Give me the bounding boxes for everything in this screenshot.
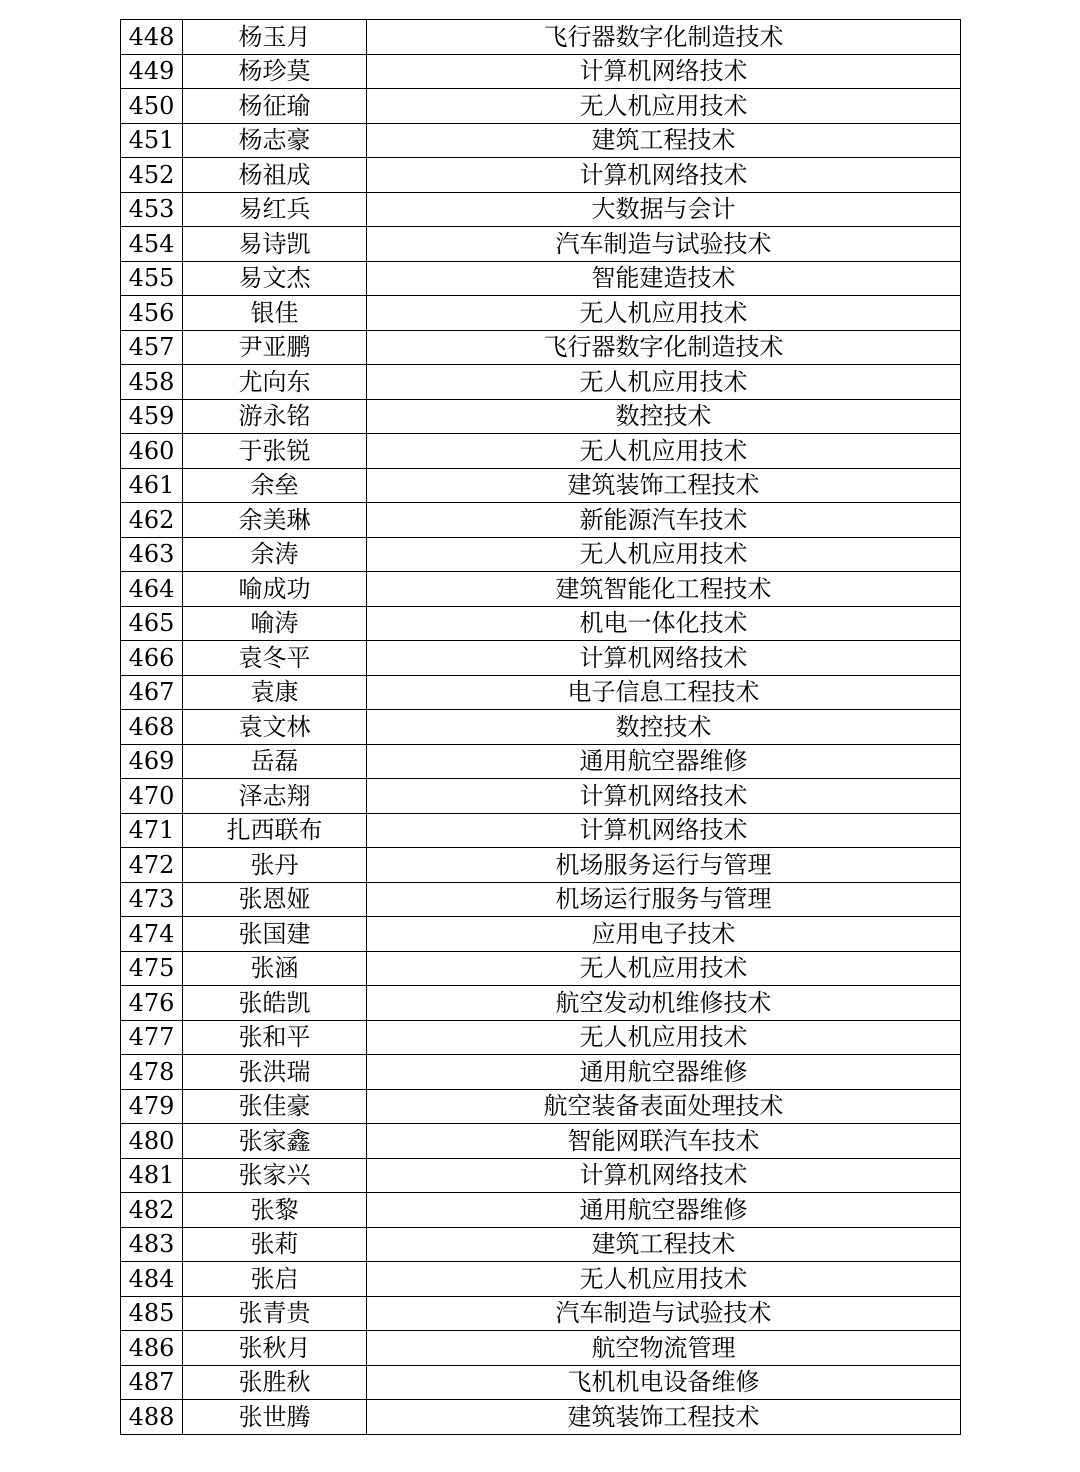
student-name: 张皓凯 — [183, 986, 367, 1021]
student-name: 尹亚鹏 — [183, 330, 367, 365]
row-number: 471 — [121, 813, 183, 848]
table-row — [121, 1193, 961, 1228]
major-name: 无人机应用技术 — [367, 537, 961, 572]
table-row — [121, 20, 961, 55]
row-number: 485 — [121, 1296, 183, 1331]
student-name: 余垒 — [183, 468, 367, 503]
row-number: 458 — [121, 365, 183, 400]
row-number: 486 — [121, 1331, 183, 1366]
row-number: 460 — [121, 434, 183, 469]
student-name: 杨玉月 — [183, 20, 367, 55]
table-row — [121, 296, 961, 331]
table-row — [121, 1158, 961, 1193]
row-number: 477 — [121, 1020, 183, 1055]
row-number: 476 — [121, 986, 183, 1021]
table-row — [121, 192, 961, 227]
major-name: 机场运行服务与管理 — [367, 882, 961, 917]
major-name: 数控技术 — [367, 399, 961, 434]
table-row — [121, 1227, 961, 1262]
row-number: 470 — [121, 779, 183, 814]
table-row — [121, 744, 961, 779]
student-name: 张家鑫 — [183, 1124, 367, 1159]
table-row — [121, 330, 961, 365]
table-row — [121, 537, 961, 572]
student-name: 岳磊 — [183, 744, 367, 779]
student-name: 喻涛 — [183, 606, 367, 641]
major-name: 电子信息工程技术 — [367, 675, 961, 710]
row-number: 480 — [121, 1124, 183, 1159]
major-name: 汽车制造与试验技术 — [367, 1296, 961, 1331]
student-name: 张涵 — [183, 951, 367, 986]
roster-body — [121, 20, 961, 1435]
major-name: 建筑工程技术 — [367, 123, 961, 158]
row-number: 454 — [121, 227, 183, 262]
row-number: 468 — [121, 710, 183, 745]
student-name: 杨珍莫 — [183, 54, 367, 89]
row-number: 450 — [121, 89, 183, 124]
table-row — [121, 365, 961, 400]
table-row — [121, 1124, 961, 1159]
major-name: 建筑智能化工程技术 — [367, 572, 961, 607]
major-name: 航空装备表面处理技术 — [367, 1089, 961, 1124]
student-name: 张启 — [183, 1262, 367, 1297]
table-row — [121, 261, 961, 296]
major-name: 无人机应用技术 — [367, 1262, 961, 1297]
student-name: 张洪瑞 — [183, 1055, 367, 1090]
student-name: 余美琳 — [183, 503, 367, 538]
table-row — [121, 54, 961, 89]
table-row — [121, 399, 961, 434]
major-name: 应用电子技术 — [367, 917, 961, 952]
table-row — [121, 1089, 961, 1124]
major-name: 汽车制造与试验技术 — [367, 227, 961, 262]
major-name: 智能建造技术 — [367, 261, 961, 296]
table-row — [121, 158, 961, 193]
table-row — [121, 1331, 961, 1366]
student-name: 袁文林 — [183, 710, 367, 745]
row-number: 474 — [121, 917, 183, 952]
student-name: 于张锐 — [183, 434, 367, 469]
major-name: 大数据与会计 — [367, 192, 961, 227]
student-name: 杨征瑜 — [183, 89, 367, 124]
student-name: 杨志豪 — [183, 123, 367, 158]
row-number: 459 — [121, 399, 183, 434]
table-row — [121, 123, 961, 158]
row-number: 465 — [121, 606, 183, 641]
table-row — [121, 227, 961, 262]
roster-table — [120, 19, 961, 1435]
student-name: 游永铭 — [183, 399, 367, 434]
student-name: 易诗凯 — [183, 227, 367, 262]
row-number: 488 — [121, 1400, 183, 1435]
major-name: 无人机应用技术 — [367, 89, 961, 124]
row-number: 484 — [121, 1262, 183, 1297]
student-name: 喻成功 — [183, 572, 367, 607]
student-name: 张胜秋 — [183, 1365, 367, 1400]
table-row — [121, 468, 961, 503]
major-name: 建筑装饰工程技术 — [367, 1400, 961, 1435]
table-row — [121, 606, 961, 641]
student-name: 张佳豪 — [183, 1089, 367, 1124]
major-name: 飞行器数字化制造技术 — [367, 330, 961, 365]
row-number: 452 — [121, 158, 183, 193]
row-number: 463 — [121, 537, 183, 572]
table-row — [121, 641, 961, 676]
table-row — [121, 572, 961, 607]
row-number: 455 — [121, 261, 183, 296]
table-row — [121, 882, 961, 917]
major-name: 飞机机电设备维修 — [367, 1365, 961, 1400]
table-row — [121, 710, 961, 745]
row-number: 481 — [121, 1158, 183, 1193]
table-row — [121, 1296, 961, 1331]
major-name: 计算机网络技术 — [367, 54, 961, 89]
row-number: 449 — [121, 54, 183, 89]
row-number: 461 — [121, 468, 183, 503]
major-name: 智能网联汽车技术 — [367, 1124, 961, 1159]
row-number: 482 — [121, 1193, 183, 1228]
table-row — [121, 434, 961, 469]
row-number: 466 — [121, 641, 183, 676]
student-name: 扎西联布 — [183, 813, 367, 848]
major-name: 机电一体化技术 — [367, 606, 961, 641]
row-number: 475 — [121, 951, 183, 986]
major-name: 数控技术 — [367, 710, 961, 745]
student-name: 袁康 — [183, 675, 367, 710]
major-name: 通用航空器维修 — [367, 1193, 961, 1228]
row-number: 469 — [121, 744, 183, 779]
major-name: 无人机应用技术 — [367, 434, 961, 469]
student-name: 张世腾 — [183, 1400, 367, 1435]
table-row — [121, 848, 961, 883]
table-row — [121, 779, 961, 814]
student-name: 张黎 — [183, 1193, 367, 1228]
major-name: 航空发动机维修技术 — [367, 986, 961, 1021]
row-number: 478 — [121, 1055, 183, 1090]
table-row — [121, 951, 961, 986]
table-row — [121, 675, 961, 710]
row-number: 456 — [121, 296, 183, 331]
student-name: 杨祖成 — [183, 158, 367, 193]
row-number: 472 — [121, 848, 183, 883]
table-row — [121, 1055, 961, 1090]
student-name: 易红兵 — [183, 192, 367, 227]
table-row — [121, 89, 961, 124]
student-name: 袁冬平 — [183, 641, 367, 676]
row-number: 451 — [121, 123, 183, 158]
student-name: 张丹 — [183, 848, 367, 883]
student-name: 泽志翔 — [183, 779, 367, 814]
major-name: 无人机应用技术 — [367, 1020, 961, 1055]
row-number: 487 — [121, 1365, 183, 1400]
major-name: 通用航空器维修 — [367, 1055, 961, 1090]
table-row — [121, 1262, 961, 1297]
major-name: 计算机网络技术 — [367, 641, 961, 676]
major-name: 计算机网络技术 — [367, 779, 961, 814]
student-name: 张国建 — [183, 917, 367, 952]
student-name: 银佳 — [183, 296, 367, 331]
major-name: 航空物流管理 — [367, 1331, 961, 1366]
student-name: 张恩娅 — [183, 882, 367, 917]
major-name: 飞行器数字化制造技术 — [367, 20, 961, 55]
row-number: 462 — [121, 503, 183, 538]
table-row — [121, 1400, 961, 1435]
row-number: 453 — [121, 192, 183, 227]
table-row — [121, 503, 961, 538]
major-name: 建筑装饰工程技术 — [367, 468, 961, 503]
major-name: 建筑工程技术 — [367, 1227, 961, 1262]
row-number: 448 — [121, 20, 183, 55]
table-row — [121, 1020, 961, 1055]
major-name: 机场服务运行与管理 — [367, 848, 961, 883]
row-number: 483 — [121, 1227, 183, 1262]
student-name: 余涛 — [183, 537, 367, 572]
major-name: 新能源汽车技术 — [367, 503, 961, 538]
major-name: 计算机网络技术 — [367, 1158, 961, 1193]
student-name: 尤向东 — [183, 365, 367, 400]
student-name: 张青贵 — [183, 1296, 367, 1331]
row-number: 479 — [121, 1089, 183, 1124]
table-row — [121, 986, 961, 1021]
row-number: 457 — [121, 330, 183, 365]
row-number: 467 — [121, 675, 183, 710]
student-name: 张家兴 — [183, 1158, 367, 1193]
row-number: 464 — [121, 572, 183, 607]
student-name: 张和平 — [183, 1020, 367, 1055]
table-row — [121, 917, 961, 952]
student-name: 张莉 — [183, 1227, 367, 1262]
major-name: 无人机应用技术 — [367, 365, 961, 400]
student-name: 易文杰 — [183, 261, 367, 296]
table-row — [121, 813, 961, 848]
row-number: 473 — [121, 882, 183, 917]
student-name: 张秋月 — [183, 1331, 367, 1366]
major-name: 无人机应用技术 — [367, 951, 961, 986]
major-name: 通用航空器维修 — [367, 744, 961, 779]
major-name: 计算机网络技术 — [367, 158, 961, 193]
table-row — [121, 1365, 961, 1400]
major-name: 计算机网络技术 — [367, 813, 961, 848]
major-name: 无人机应用技术 — [367, 296, 961, 331]
